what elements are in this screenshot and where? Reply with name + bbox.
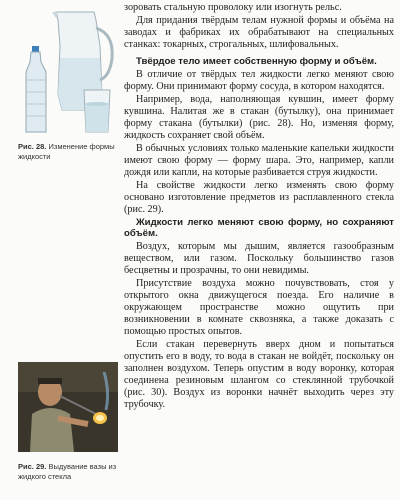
rule-statement: Жидкости легко меняют свою форму, но сохраняют объём. — [124, 216, 394, 239]
figure-29-caption-text: Выдувание вазы из жидкого стекла — [18, 462, 117, 481]
paragraph: В обычных условиях только маленькие капельки жидкости имеют свою форму — форму шара. Это, например, капли дождя или капли, на которые разбивается струя жидкости. — [124, 142, 394, 178]
figure-29-image — [18, 362, 118, 452]
paragraph: Для придания твёрдым телам нужной формы и объёма на заводах и фабриках их обрабатывают на специальных станках: токарных, строгальных, шлифовальных. — [124, 15, 394, 50]
figure-29-caption — [18, 462, 118, 481]
figure-28-caption-label: Рис. 28. — [18, 142, 47, 151]
paragraph: Если стакан перевернуть вверх дном и попытаться опустить его в воду, то вода в стакан не войдёт, поскольку он заполнен воздухом. Теперь опустим в воду воронку, которая соединена резиновым шлангом со стеклянной трубочкой (рис. 30). Воздух из воронки начнёт выходить через эту трубочку. — [124, 338, 394, 410]
paragraph: Например, вода, наполняющая кувшин, имеет форму кувшина. Налитая же в стакан (бутылку), она принимает форму стакана (бутылки) (рис. 28). Но, изменяя форму, жидкость сохраняет свой объём. — [124, 93, 394, 141]
glassblower-photo — [18, 362, 118, 452]
figure-28-caption-text: Изменение формы жидкости — [18, 142, 115, 161]
figure-28-caption — [18, 142, 118, 161]
jug-bottle-glass-illustration — [22, 6, 118, 136]
rule-statement: Твёрдое тело имеет собственную форму и объём. — [136, 56, 377, 67]
paragraph: Воздух, которым мы дышим, является газообразным веществом, или газом. Поскольку большинство газов бесцветны и прозрачны, то они невидимы. — [124, 240, 394, 276]
figure-28-image — [22, 6, 118, 136]
paragraph: Присутствие воздуха можно почувствовать, стоя у открытого окна движущегося поезда. Его наличие в окружающем пространстве можно ощутить при возникновении в комнате сквозняка, а также доказать с помощью простых опытов. — [124, 277, 394, 337]
paragraph: зоровать стальную проволоку или изогнуть рельс. — [124, 2, 342, 13]
paragraph: На свойстве жидкости легко изменять свою форму основано изготовление предметов из расплавленного стекла (рис. 29). — [124, 179, 394, 215]
text-column — [124, 2, 394, 412]
figure-29-caption-label: Рис. 29. — [18, 462, 47, 471]
paragraph: В отличие от твёрдых тел жидкости легко меняют свою форму. Они принимают форму сосуда, в котором находятся. — [124, 68, 394, 92]
